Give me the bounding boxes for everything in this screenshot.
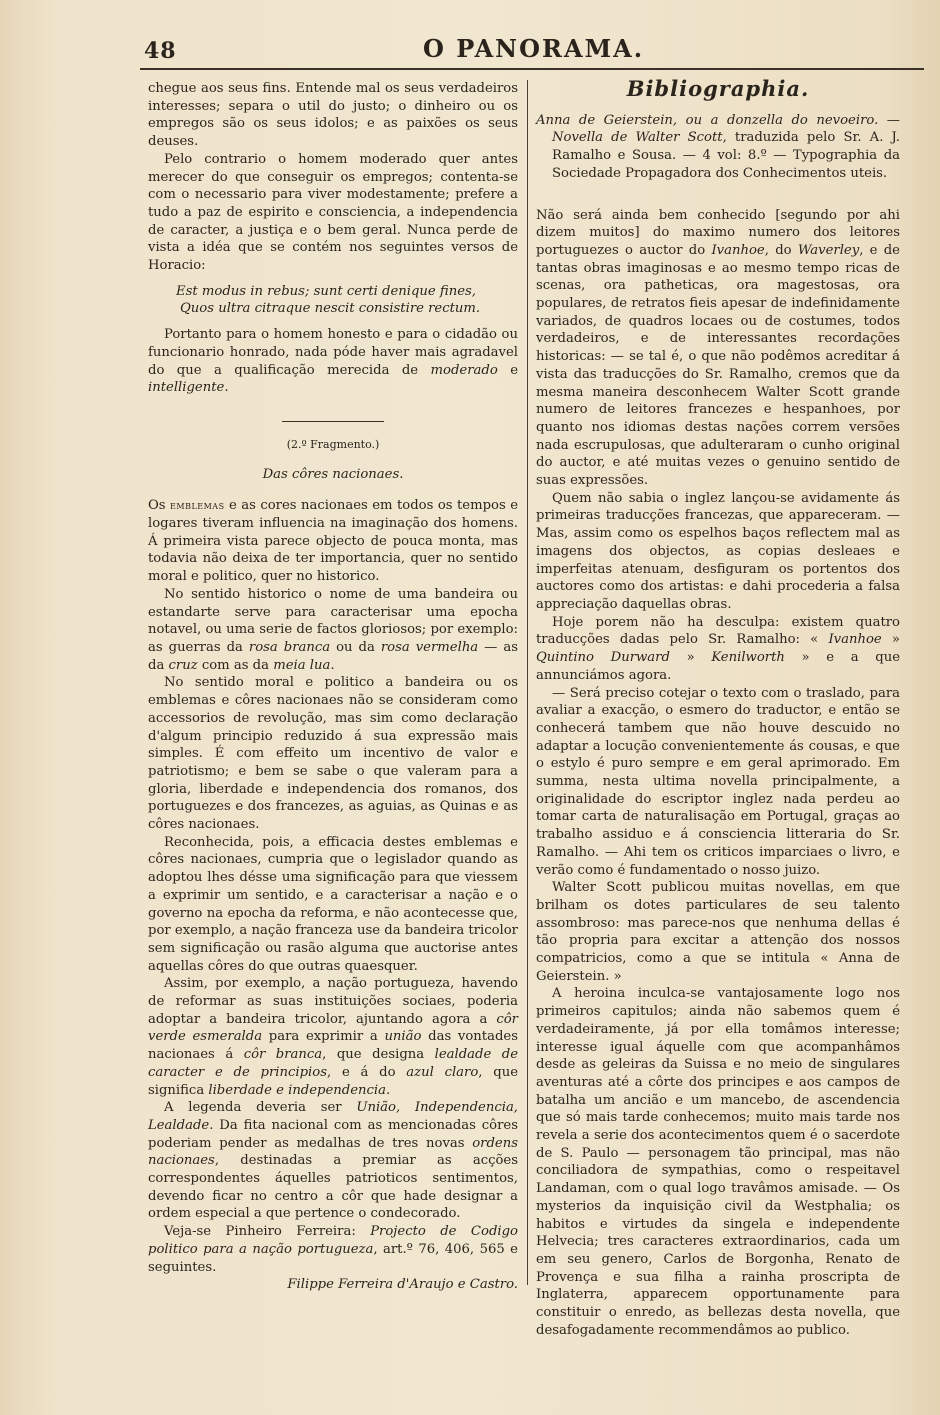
paragraph: Veja-se Pinheiro Ferreira: Projecto de Codigo politico para a nação portugueza, art.º 76, 406, 565 e seguintes. — [148, 1224, 518, 1275]
paragraph: — Será preciso cotejar o texto com o traslado, para avaliar a exacção, o esmero do traductor, e então se conhecerá tambem que não houve descuido no adaptar a locução convenientemente ás cousas, e que o estylo é puro sempre e em geral aprimorado. Em summa, nesta ultima novella principalmente, a originalidade do escriptor inglez nada perdeu ao tomar carta de naturalisação em Portugal, graças ao trabalho assiduo e á consciencia litteraria do Sr. Ramalho. — Ahi tem os criticos imparciaes o livro, e verão como é fundamentado o nosso juizo. — [536, 685, 900, 878]
section-heading: Das côres nacionaes. — [262, 466, 404, 482]
right-column — [536, 76, 901, 1340]
paragraph: No sentido moral e politico a bandeira ou os emblemas e côres nacionaes não se consideram como accessorios de revolução, mas sim como declaração d'algum principio reduzido á sua expressão mais simples. É com effeito um incentivo de valor e patriotismo; e bem se sabe o que valeram para a gloria, liberdade e independencia dos romanos, dos portuguezes e dos francezes, as aguias, as Quinas e as côres nacionaes. — [148, 675, 518, 833]
section-rule — [282, 421, 384, 422]
fragment-label: (2.º Fragmento.) — [286, 437, 380, 451]
paragraph: Reconhecida, pois, a efficacia destes emblemas e côres nacionaes, cumpria que o legislador quando as adoptou lhes désse uma significação para que viessem a exprimir um sentido, e a caracterisar a nação e o governo na epocha da reforma, e não acontecesse que, por exemplo, a nação franceza use da bandeira tricolor sem significação ou rasão alguma que auctorise antes aquellas côres do que outras quaesquer. — [148, 834, 518, 974]
page-header — [140, 30, 920, 70]
author-signature: Filippe Ferreira d'Araujo e Castro. — [287, 1277, 518, 1293]
book-reference: Anna de Geierstein, ou a donzella do nevoeiro. — Novella de Walter Scott, traduzida pelo Sr. A. J. Ramalho e Sousa. — 4 vol: 8.º — Typographia da Sociedade Propagadora dos Conhecimentos uteis. — [536, 112, 900, 181]
quote-line: Est modus in rebus; sunt certi denique fines, — [176, 283, 476, 299]
paragraph: Os emblemas e as cores nacionaes em todos os tempos e logares tiveram influencia na imaginação dos homens. Á primeira vista parece objecto de pouca monta, mas todavia não deixa de ter importancia, quer no sentido moral e politico, quer no historico. — [148, 498, 518, 585]
column-divider — [527, 80, 528, 1285]
left-column — [148, 80, 518, 1294]
latin-quote — [148, 283, 518, 318]
paragraph: Quem não sabia o inglez lançou-se avidamente ás primeiras traducções francezas, que appareceram. — Mas, assim como os espelhos baços reflectem mal as imagens dos objectos, as copias desleaes e imperfeitas atenuam, desfiguram os portentos dos auctores como dos artistas: e dahi procederia a falsa appreciação daquellas obras. — [536, 490, 900, 612]
paragraph: Assim, por exemplo, a nação portugueza, havendo de reformar as suas instituições sociaes, poderia adoptar a bandeira tricolor, ajuntando agora a côr verde esmeralda para exprimir a união das vontades nacionaes á côr branca, que designa lealdade de caracter e de principios, e á do azul claro, que significa liberdade e independencia. — [148, 976, 519, 1098]
paragraph: A heroina inculca-se vantajosamente logo nos primeiros capitulos; ainda não sabemos quem é verdadeiramente, já por ella tomâmos interesse; interesse igual áquelle com que acompanhâmos desde as geleiras da Suissa e no meio de singulares aventuras até a côrte dos principes e aos campos de batalha um ancião e um mancebo, de ascendencia que só mais tarde conhecemos; muito mais tarde nos revela a serie dos acontecimentos quem é o sacerdote de S. Paulo — personagem tão principal, mas não conciliadora de sympathias, como o respeitavel Landaman, com o qual logo travâmos amisade. — Os mysterios da inquisição civil da Westphalia; os habitos e virtudes da singela e independente Helvecia; tres caracteres extraordinarios, cada um em seu genero, Carlos de Borgonha, Renato de Provença e sua filha a rainha proscripta de Inglaterra, apparecem opportunamente para constituir o enredo, as bellezas desta novella, que desafogadamente recommendâmos ao publico. — [536, 986, 900, 1338]
page-number: 48 — [144, 38, 177, 64]
paragraph: Walter Scott publicou muitas novellas, em que brilham os dotes particulares de seu talento assombroso: mas parece-nos que nenhuma dellas é tão propria para excitar a attenção dos nossos compatricios, como a que se intitula « Anna de Geierstein. » — [536, 880, 900, 984]
paragraph: Portanto para o homem honesto e para o cidadão ou funcionario honrado, nada póde haver mais agradavel do que a qualificação merecida de moderado e intelligente. — [148, 327, 519, 396]
paragraph: Pelo contrario o homem moderado quer antes merecer do que conseguir os empregos; contenta-se com o necessario para viver modestamente; prefere a tudo a paz de espirito e consciencia, a independencia de caracter, a justiça e o bem geral. Nunca perde de vista a idéa que se contém nos seguintes versos de Horacio: — [148, 151, 518, 274]
paragraph: No sentido historico o nome de uma bandeira ou estandarte serve para caracterisar uma epocha notavel, ou uma serie de factos gloriosos; por exemplo: as guerras da rosa branca ou da rosa vermelha — as da cruz com as da meia lua. — [148, 586, 518, 673]
paragraph: A legenda deveria ser União, Independencia, Lealdade. Da fita nacional com as mencionadas côres poderiam pender as medalhas de tres novas ordens nacionaes, destinadas a premiar as acções correspondentes áquelles patrioticos sentimentos, devendo ficar no centro a côr que hade designar a ordem especial a que pertence o condecorado. — [148, 1100, 518, 1222]
section-title: Bibliographia. — [626, 76, 810, 101]
paragraph: Não será ainda bem conhecido [segundo por ahi dizem muitos] do maximo numero dos leitores portuguezes o auctor do Ivanhoe, do Waverley, e de tantas obras imaginosas e ao mesmo tempo ricas de scenas, ora patheticas, ora magestosas, ora populares, de retratos fieis apesar de indefinidamente variados, de quadros locaes ou de costumes, todos verdadeiros, e de interessantes recordações historicas: — se tal é, o que não podêmos acreditar á vista das traducções do Sr. Ramalho, cremos que da mesma maneira desconhecem Walter Scott grande numero de leitores francezes e hespanhoes, por quanto nos idiomas destas nações correm versões nada escrupulosas, que adulteraram o cunho original do auctor, e até muitas vezes o genuino sentido de suas expressões. — [536, 207, 900, 489]
journal-title: O PANORAMA. — [423, 34, 645, 63]
quote-line: Quos ultra citraque nescit consistire rectum. — [180, 301, 481, 317]
paragraph: chegue aos seus fins. Entende mal os seus verdadeiros interesses; separa o util do justo; o dinheiro ou os empregos são os seus idolos; e as paixões os seus deuses. — [148, 81, 518, 150]
paragraph: Hoje porem não ha desculpa: existem quatro traducções dadas pelo Sr. Ramalho: « Ivanhoe » Quintino Durward » Kenilworth » e a que annunciámos agora. — [536, 614, 901, 683]
header-rule — [140, 68, 924, 70]
